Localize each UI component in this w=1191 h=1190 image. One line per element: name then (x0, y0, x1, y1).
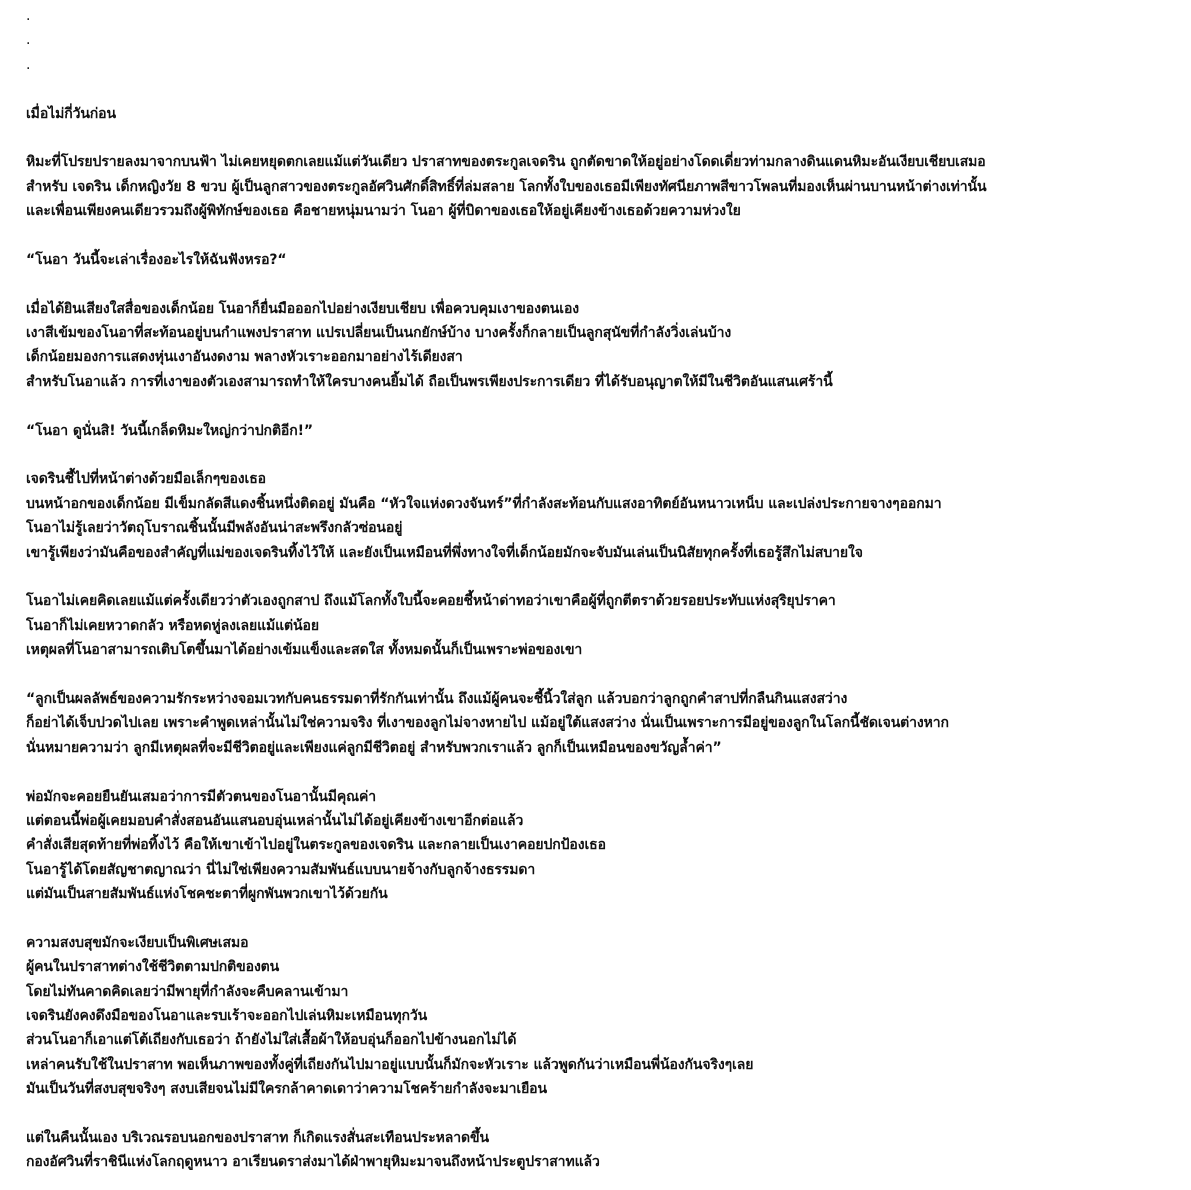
text-line: โนอาไม่รู้เลยว่าวัตถุโบราณชิ้นนั้นมีพลังอันน่าสะพรึงกลัวซ่อนอยู่ (26, 520, 403, 537)
text-line: เขารู้เพียงว่ามันคือของสำคัญที่แม่ของเจดรินทิ้งไว้ให้ และยังเป็นเหมือนที่พึ่งทางใจที่เด็กน้อยมักจะจับมันเล่นเป็นนิสัยทุกครั้งที่เธอรู้สึกไม่สบายใจ (26, 544, 863, 561)
spacer (26, 1102, 1177, 1126)
paragraph (26, 248, 1177, 272)
spacer (26, 224, 1177, 248)
text-line: คำสั่งเสียสุดท้ายที่พ่อทิ้งไว้ คือให้เขาเข้าไปอยู่ในตระกูลของเจดริน และกลายเป็นเงาคอยปกป้องเธอ (26, 837, 606, 854)
text-line: สำหรับ เจดริน เด็กหญิงวัย 8 ขวบ ผู้เป็นลูกสาวของตระกูลอัศวินศักดิ์สิทธิ์ที่ล่มสลาย โลกทั้งใบของเธอมีเพียงทัศนียภาพสีขาวโพลนที่มองเห็นผ่านบานหน้าต่างเท่านั้น (26, 178, 987, 195)
story-body (26, 150, 1177, 1174)
dot-marker: . (26, 32, 31, 49)
spacer (26, 760, 1177, 784)
spacer (26, 126, 1177, 150)
paragraph (26, 467, 1177, 565)
spacer (26, 443, 1177, 467)
text-line: “โนอา ดูนั่นสิ! วันนี้เกล็ดหิมะใหญ่กว่าปกติอีก!” (26, 422, 314, 439)
text-line: กองอัศวินที่ราชินีแห่งโลกฤดูหนาว อาเรียนดราส่งมาได้ฝ่าพายุหิมะมาจนถึงหน้าประตูปราสาทแล้ว (26, 1154, 600, 1171)
spacer (26, 272, 1177, 296)
text-line: เงาสีเข้มของโนอาที่สะท้อนอยู่บนกำแพงปราสาท แปรเปลี่ยนเป็นนกยักษ์บ้าง บางครั้งก็กลายเป็นลูกสุนัขที่กำลังวิ่งเล่นบ้าง (26, 325, 732, 342)
text-line: เจดรินชี้ไปที่หน้าต่างด้วยมือเล็กๆของเธอ (26, 471, 266, 488)
paragraph (26, 589, 1177, 662)
text-line: ส่วนโนอาก็เอาแต่โต้เถียงกับเธอว่า ถ้ายังไม่ใส่เสื้อผ้าให้อบอุ่นก็ออกไปข้างนอกไม่ได้ (26, 1032, 517, 1049)
text-line: ความสงบสุขมักจะเงียบเป็นพิเศษเสมอ (26, 934, 249, 951)
paragraph (26, 1126, 1177, 1175)
text-line: สำหรับโนอาแล้ว การที่เงาของตัวเองสามารถทำให้ใครบางคนยิ้มได้ ถือเป็นพรเพียงประการเดียว ที่ได้รับอนุญาตให้มีในชีวิตอันแสนเศร้านี้ (26, 373, 833, 390)
paragraph (26, 150, 1177, 223)
paragraph (26, 297, 1177, 395)
spacer (26, 663, 1177, 687)
text-line: ก็อย่าได้เจ็บปวดไปเลย เพราะคำพูดเหล่านั้นไม่ใช่ความจริง ที่เงาของลูกไม่จางหายไป แม้อยู่ใต้แสงสว่าง นั่นเป็นเพราะการมีอยู่ของลูกในโลกนี้ชัดเจนต่างหาก (26, 715, 949, 732)
text-line: เด็กน้อยมองการแสดงหุ่นเงาอันงดงาม พลางหัวเราะออกมาอย่างไร้เดียงสา (26, 349, 463, 366)
text-line: แต่มันเป็นสายสัมพันธ์แห่งโชคชะตาที่ผูกพันพวกเขาไว้ด้วยกัน (26, 886, 388, 903)
dot-marker: . (26, 56, 31, 73)
text-line: โนอารู้ได้โดยสัญชาตญาณว่า นี่ไม่ใช่เพียงความสัมพันธ์แบบนายจ้างกับลูกจ้างธรรมดา (26, 861, 536, 878)
text-line: เหล่าคนรับใช้ในปราสาท พอเห็นภาพของทั้งคู่ที่เถียงกันไปมาอยู่แบบนั้นก็มักจะหัวเราะ แล้วพูดกันว่าเหมือนพี่น้องกันจริงๆเลย (26, 1056, 754, 1073)
paragraph (26, 931, 1177, 1102)
text-line: โนอาไม่เคยคิดเลยแม้แต่ครั้งเดียวว่าตัวเองถูกสาป ถึงแม้โลกทั้งใบนี้จะคอยชี้หน้าด่าทอว่าเขาคือผู้ที่ถูกตีตราด้วยรอยประทับแห่งสุริยุปราคา (26, 593, 836, 610)
dot-marker: . (26, 8, 31, 24)
text-line: มันเป็นวันที่สงบสุขจริงๆ สงบเสียจนไม่มีใครกล้าคาดเดาว่าความโชคร้ายกำลังจะมาเยือน (26, 1081, 547, 1098)
paragraph (26, 419, 1177, 443)
section-heading: เมื่อไม่กี่วันก่อน (26, 105, 116, 122)
text-line: “โนอา วันนี้จะเล่าเรื่องอะไรให้ฉันฟังหรอ?“ (26, 251, 287, 268)
paragraph (26, 687, 1177, 760)
text-line: บนหน้าอกของเด็กน้อย มีเข็มกลัดสีแดงชิ้นหนึ่งติดอยู่ มันคือ “หัวใจแห่งดวงจันทร์”ที่กำลังสะท้อนกับแสงอาทิตย์อันหนาวเหน็บ และเปล่งประกายจางๆออกมา (26, 495, 942, 512)
spacer (26, 906, 1177, 930)
text-line: หิมะที่โปรยปรายลงมาจากบนฟ้า ไม่เคยหยุดตกเลยแม้แต่วันเดียว ปราสาทของตระกูลเจดริน ถูกตัดขาดให้อยู่อย่างโดดเดี่ยวท่ามกลางดินแดนหิมะอันเงียบเชียบเสมอ (26, 154, 986, 171)
spacer (26, 565, 1177, 589)
text-line: นั่นหมายความว่า ลูกมีเหตุผลที่จะมีชีวิตอยู่และเพียงแค่ลูกมีชีวิตอยู่ สำหรับพวกเราแล้ว ลูกก็เป็นเหมือนของขวัญล้ำค่า” (26, 739, 722, 756)
leading-dots (26, 4, 1177, 77)
text-line: เหตุผลที่โนอาสามารถเติบโตขึ้นมาได้อย่างเข้มแข็งและสดใส ทั้งหมดนั้นก็เป็นเพราะพ่อของเขา (26, 642, 583, 659)
paragraph (26, 785, 1177, 907)
text-line: แต่ในคืนนั้นเอง บริเวณรอบนอกของปราสาท ก็เกิดแรงสั่นสะเทือนประหลาดขึ้น (26, 1129, 489, 1146)
text-line: แต่ตอนนี้พ่อผู้เคยมอบคำสั่งสอนอันแสนอบอุ่นเหล่านั้นไม่ได้อยู่เคียงข้างเขาอีกต่อแล้ว (26, 812, 524, 829)
text-line: เมื่อได้ยินเสียงใสสื่อของเด็กน้อย โนอาก็ยื่นมือออกไปอย่างเงียบเชียบ เพื่อควบคุมเงาของตนเอง (26, 300, 580, 317)
spacer (26, 394, 1177, 418)
text-line: พ่อมักจะคอยยืนยันเสมอว่าการมีตัวตนของโนอานั้นมีคุณค่า (26, 788, 377, 805)
text-line: และเพื่อนเพียงคนเดียวรวมถึงผู้พิทักษ์ของเธอ คือชายหนุ่มนามว่า โนอา ผู้ที่บิดาของเธอให้อยู่เคียงข้างเธอด้วยความห่วงใย (26, 203, 741, 220)
text-line: โดยไม่ทันคาดคิดเลยว่ามีพายุที่กำลังจะคืบคลานเข้ามา (26, 983, 349, 1000)
text-line: “ลูกเป็นผลลัพธ์ของความรักระหว่างจอมเวทกับคนธรรมดาที่รักกันเท่านั้น ถึงแม้ผู้คนจะชี้นิ้วใส่ลูก แล้วบอกว่าลูกถูกคำสาปที่กลืนกินแสงสว่าง (26, 690, 848, 707)
text-line: โนอาก็ไม่เคยหวาดกลัว หรือหดหู่ลงเลยแม้แต่น้อย (26, 617, 319, 634)
text-line: เจดรินยังคงดึงมือของโนอาและรบเร้าจะออกไปเล่นหิมะเหมือนทุกวัน (26, 1008, 428, 1025)
spacer (26, 77, 1177, 101)
text-line: ผู้คนในปราสาทต่างใช้ชีวิตตามปกติของตน (26, 959, 280, 976)
